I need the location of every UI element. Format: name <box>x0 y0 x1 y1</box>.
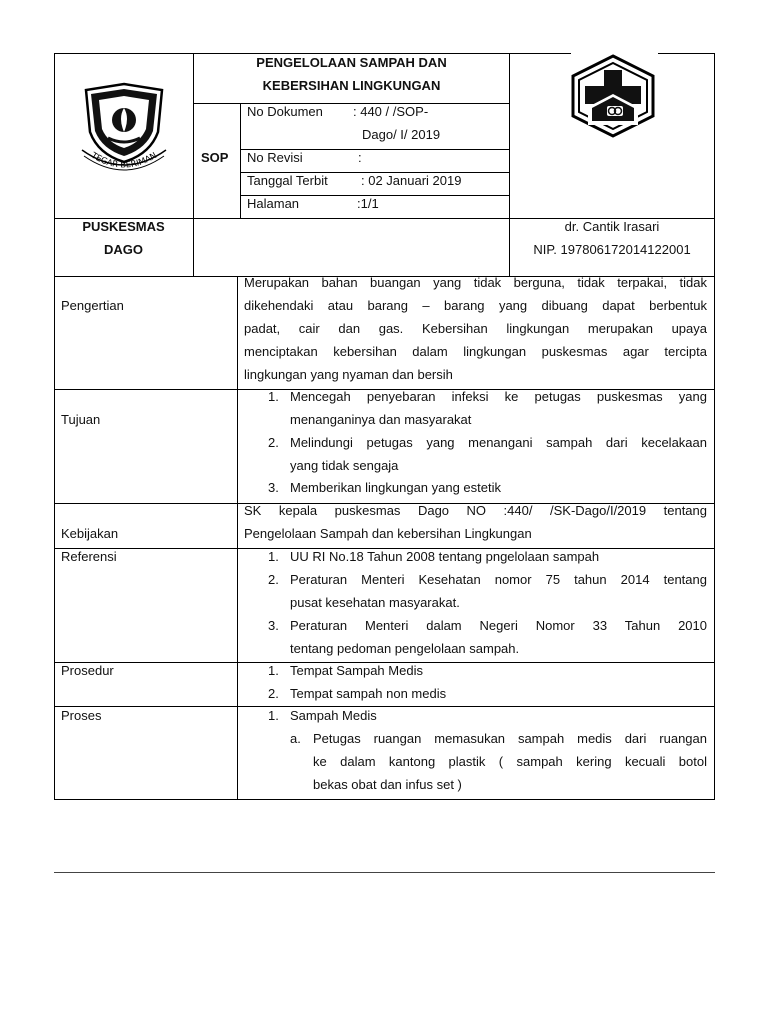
puskesmas-cross-logo <box>568 53 658 139</box>
list-item-cont: tentang pedoman pengelolaan sampah. <box>290 641 520 656</box>
sub-item-cont: bekas obat dan infus set ) <box>313 777 462 792</box>
list-item: Memberikan lingkungan yang estetik <box>290 480 502 495</box>
list-item-number: 3. <box>268 618 279 633</box>
pengertian-text: Merupakan bahan buangan yang tidak berguna, tidak terpakai, tidak <box>244 275 707 290</box>
signer-name: dr. Cantik Irasari <box>564 219 660 234</box>
kebijakan-text: SK kepala puskesmas Dago NO :440/ /SK-Dago/I/2019 tentang <box>244 503 707 518</box>
section-label-referensi: Referensi <box>61 549 117 564</box>
list-item-number: 2. <box>268 435 279 450</box>
table-border-right <box>714 53 715 800</box>
no-revisi-label: No Revisi <box>247 150 303 165</box>
pengertian-text: menciptakan kebersihan dalam lingkungan puskesmas agar tercipta <box>244 344 707 359</box>
no-dokumen-value-cont: Dago/ I/ 2019 <box>362 127 441 142</box>
section-label-proses: Proses <box>61 708 102 723</box>
halaman-value: :1/1 <box>357 196 379 211</box>
list-item-number: 1. <box>268 663 279 678</box>
signer-nip: NIP. 197806172014122001 <box>533 242 691 257</box>
pengertian-text: dikehendaki atau barang – barang yang dibuang dapat berbentuk <box>244 298 707 313</box>
list-item: Peraturan Menteri dalam Negeri Nomor 33 Tahun 2010 <box>290 618 707 633</box>
list-item-cont: menanganinya dan masyarakat <box>290 412 472 427</box>
table-border-bottom <box>54 799 715 800</box>
list-item-cont: pusat kesehatan masyarakat. <box>290 595 460 610</box>
list-item-cont: yang tidak sengaja <box>290 458 399 473</box>
puskesmas-name-line2: DAGO <box>104 242 143 257</box>
sub-item-letter: a. <box>290 731 301 746</box>
puskesmas-name-line1: PUSKESMAS <box>82 219 165 234</box>
no-dokumen-value: : 440 / /SOP- <box>353 104 429 119</box>
list-item: Mencegah penyebaran infeksi ke petugas puskesmas yang <box>290 389 707 404</box>
section-label-prosedur: Prosedur <box>61 663 114 678</box>
label-column-divider <box>237 276 238 800</box>
list-item: Tempat Sampah Medis <box>290 663 423 678</box>
tanggal-terbit-value: : 02 Januari 2019 <box>361 173 462 188</box>
header-divider-2 <box>240 103 241 218</box>
document-title-line1: PENGELOLAAN SAMPAH DAN <box>256 55 447 70</box>
section-label-tujuan: Tujuan <box>61 412 101 427</box>
pengertian-text: lingkungan yang nyaman dan bersih <box>244 367 453 382</box>
kebijakan-text: Pengelolaan Sampah dan kebersihan Lingkungan <box>244 526 532 541</box>
list-item: Tempat sampah non medis <box>290 686 447 701</box>
sop-label: SOP <box>201 150 229 165</box>
list-item-number: 2. <box>268 572 279 587</box>
list-item-number: 1. <box>268 549 279 564</box>
tanggal-terbit-label: Tanggal Terbit <box>247 173 328 188</box>
table-border-left <box>54 53 55 800</box>
sub-item-cont: ke dalam kantong plastik ( sampah kering kecuali botol <box>313 754 707 769</box>
halaman-label: Halaman <box>247 196 300 211</box>
list-item: Peraturan Menteri Kesehatan nomor 75 tahun 2014 tentang <box>290 572 707 587</box>
list-item-number: 1. <box>268 389 279 404</box>
section-label-kebijakan: Kebijakan <box>61 526 119 541</box>
pengertian-text: padat, cair dan gas. Kebersihan lingkungan merupakan upaya <box>244 321 707 336</box>
section-row-line <box>54 706 715 707</box>
header-row-line <box>193 103 510 104</box>
no-revisi-value: : <box>358 150 362 165</box>
no-dokumen-label: No Dokumen <box>247 104 323 119</box>
seal-ribbon-text: TEGAR BERIMAN <box>89 150 159 171</box>
list-item: Sampah Medis <box>290 708 377 723</box>
sub-item: Petugas ruangan memasukan sampah medis dari ruangan <box>313 731 707 746</box>
table-border-top-right <box>658 53 715 54</box>
list-item: Melindungi petugas yang menangani sampah dari kecelakaan <box>290 435 707 450</box>
svg-text:•••: ••• <box>119 95 129 101</box>
list-item: UU RI No.18 Tahun 2008 tentang pngelolaan sampah <box>290 549 600 564</box>
list-item-number: 2. <box>268 686 279 701</box>
section-label-pengertian: Pengertian <box>61 298 124 313</box>
document-title-line2: KEBERSIHAN LINGKUNGAN <box>262 78 441 93</box>
footer-rule <box>54 872 715 873</box>
list-item-number: 3. <box>268 480 279 495</box>
list-item-number: 1. <box>268 708 279 723</box>
regional-seal-logo <box>78 80 170 174</box>
